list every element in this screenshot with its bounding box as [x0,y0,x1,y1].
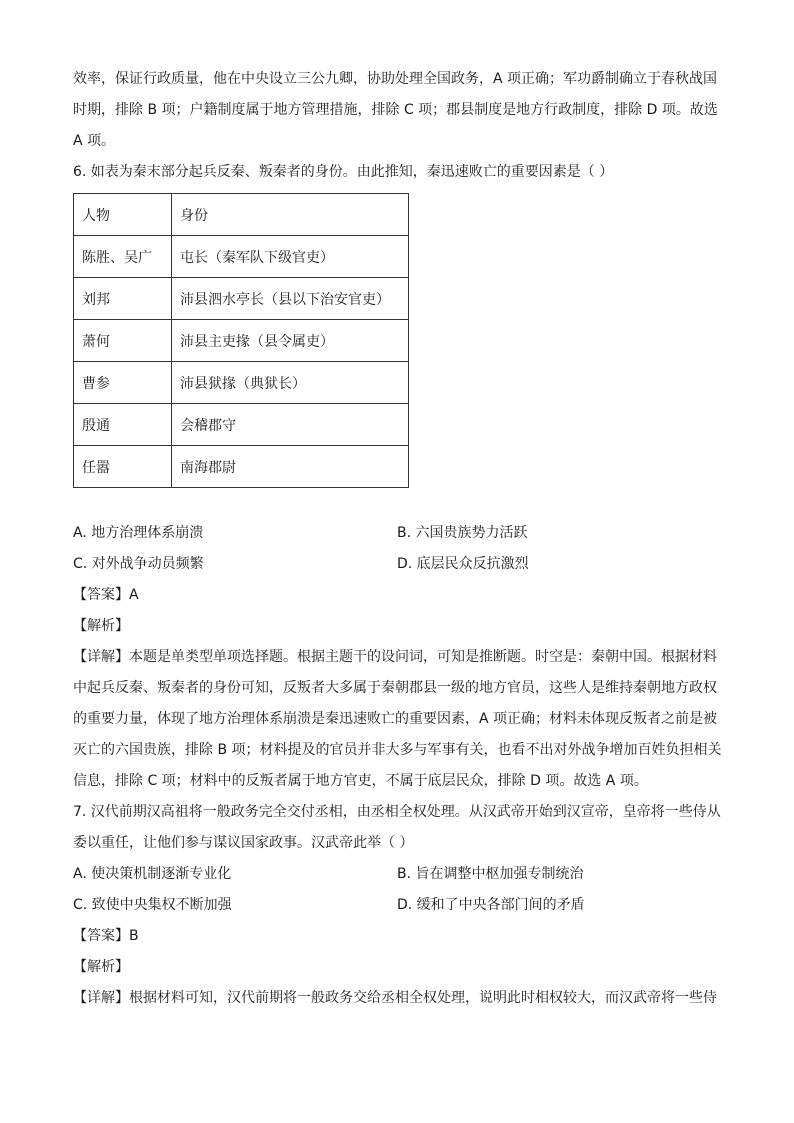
table-row [74,236,409,278]
intro-line: 时期，排除 B 项；户籍制度属于地方管理措施，排除 C 项；郡县制度是地方行政制度，排除 D 项。故选 [73,102,718,118]
document-page [73,64,723,1014]
table-row [74,362,409,404]
table-header-row [74,194,409,236]
option-row [73,890,723,921]
option-row [73,518,723,549]
option-b: B. 六国贵族势力活跃 [397,525,528,541]
detail-line: 【详解】根据材料可知，汉代前期将一般政务交给丞相全权处理，说明此时相权较大，而汉武帝将一些侍 [73,990,717,1006]
question-7 [73,797,723,1014]
detail-line: 信息，排除 C 项；材料中的反叛者属于地方官吏，不属于底层民众，排除 D 项。故选 A 项。 [73,773,648,789]
detail-line: 【详解】本题是单类型单项选择题。根据主题干的设问词，可知是推断题。时空是：秦朝中国。根据材料 [73,649,717,665]
table-cell-person: 曹参 [74,362,172,404]
table-cell-identity: 屯长（秦军队下级官吏） [172,236,409,278]
table-cell-identity: 南海郡尉 [172,446,409,488]
analysis-label: 【解析】 [73,618,129,634]
table-cell-identity: 沛县主吏掾（县令属吏） [172,320,409,362]
detail-line: 的重要力量，体现了地方治理体系崩溃是秦迅速败亡的重要因素，A 项正确；材料未体现反叛者之前是被 [73,711,718,727]
table-cell-person: 殷通 [74,404,172,446]
option-d: D. 缓和了中央各部门间的矛盾 [397,897,585,913]
question-6-options [73,518,723,580]
table-header-person: 人物 [74,194,172,236]
question-6-stem: 6. 如表为秦末部分起兵反秦、叛秦者的身份。由此推知，秦迅速败亡的重要因素是（ ） [73,164,614,180]
table-row [74,320,409,362]
question-7-options [73,859,723,921]
table-header-identity: 身份 [172,194,409,236]
option-a: A. 使决策机制逐渐专业化 [73,866,232,882]
intro-line: 效率，保证行政质量，他在中央设立三公九卿，协助处理全国政务，A 项正确；军功爵制确立于春秋战国 [73,71,718,87]
table-cell-person: 任嚣 [74,446,172,488]
intro-line: A 项。 [73,133,116,149]
option-a: A. 地方治理体系崩溃 [73,525,204,541]
question-7-stem-line: 7. 汉代前期汉高祖将一般政务完全交付丞相，由丞相全权处理。从汉武帝开始到汉宣帝，皇帝将一些侍从 [73,804,721,820]
option-c: C. 致使中央集权不断加强 [73,897,232,913]
table-row [74,446,409,488]
option-c: C. 对外战争动员频繁 [73,556,204,572]
detail-paragraph [73,642,723,797]
answer-label: 【答案】A [73,587,139,603]
option-row [73,859,723,890]
table-row [74,278,409,320]
table-cell-identity: 沛县泗水亭长（县以下治安官吏） [172,278,409,320]
identity-table [73,193,409,488]
table-cell-identity: 沛县狱掾（典狱长） [172,362,409,404]
table-cell-person: 萧何 [74,320,172,362]
option-row [73,549,723,580]
table-cell-person: 陈胜、吴广 [74,236,172,278]
table-cell-person: 刘邦 [74,278,172,320]
question-6 [73,157,723,797]
analysis-label: 【解析】 [73,959,129,975]
option-d: D. 底层民众反抗激烈 [397,556,529,572]
table-cell-identity: 会稽郡守 [172,404,409,446]
question-7-stem-line: 委以重任，让他们参与谋议国家政事。汉武帝此举（ ） [73,835,414,851]
answer-label: 【答案】B [73,928,139,944]
table-row [74,404,409,446]
detail-line: 灭亡的六国贵族，排除 B 项；材料提及的官员并非大多与军事有关，也看不出对外战争增加百姓负担相关 [73,742,722,758]
intro-paragraph [73,64,723,157]
detail-line: 中起兵反秦、叛秦者的身份可知，反叛者大多属于秦朝郡县一级的地方官员，这些人是维持秦朝地方政权 [73,680,717,696]
option-b: B. 旨在调整中枢加强专制统治 [397,866,584,882]
